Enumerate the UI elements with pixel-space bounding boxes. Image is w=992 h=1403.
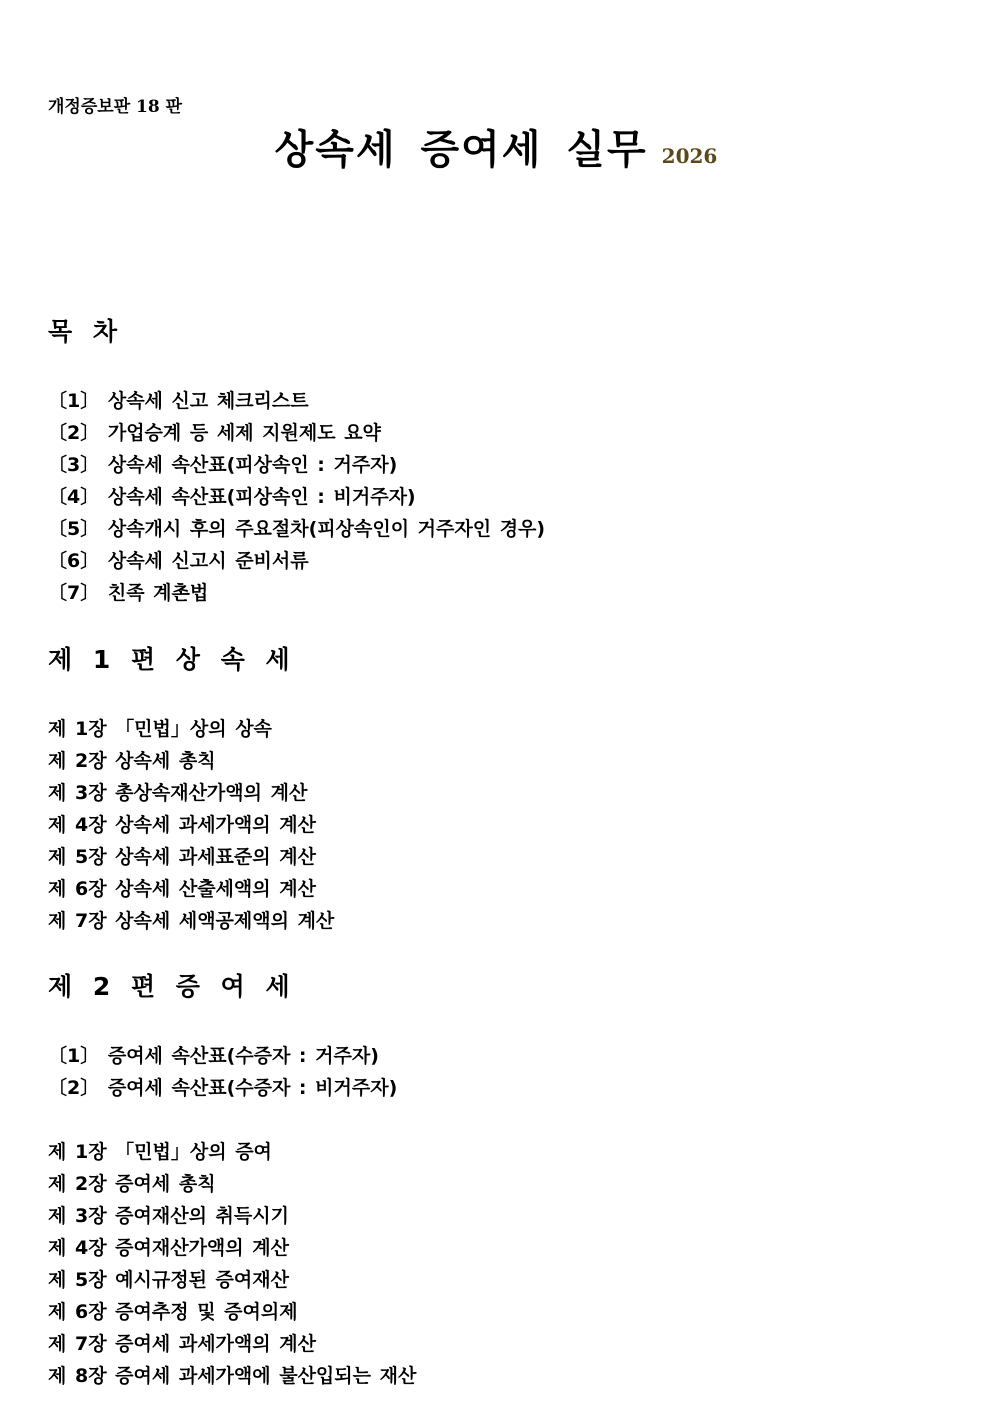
chapter-item[interactable]: 제 8장 증여세 과세가액에 불산입되는 재산: [48, 1365, 417, 1387]
toc-item[interactable]: 〔2〕 가업승계 등 세제 지원제도 요약: [48, 422, 381, 444]
toc-item[interactable]: 〔6〕 상속세 신고시 준비서류: [48, 550, 309, 572]
edition-label: 개정증보판 18 판: [48, 97, 183, 117]
toc-item[interactable]: 〔7〕 친족 계촌법: [48, 582, 209, 604]
edition-year: 2026: [661, 144, 718, 168]
chapter-item[interactable]: 제 2장 상속세 총칙: [48, 750, 216, 772]
toc-item[interactable]: 〔3〕 상속세 속산표(피상속인 : 거주자): [48, 454, 398, 476]
chapter-item[interactable]: 제 5장 상속세 과세표준의 계산: [48, 846, 316, 868]
chapter-item[interactable]: 제 4장 증여재산가액의 계산: [48, 1237, 289, 1259]
toc-list-block: [48, 385, 545, 609]
chapter-item[interactable]: 제 1장 「민법」상의 증여: [48, 1141, 272, 1163]
part2-tables-block: [48, 1040, 397, 1104]
part2-table-list: [48, 1040, 397, 1104]
chapter-item[interactable]: 제 4장 상속세 과세가액의 계산: [48, 814, 316, 836]
title-block: [0, 118, 992, 175]
chapter-item[interactable]: 제 7장 상속세 세액공제액의 계산: [48, 910, 335, 932]
chapter-item[interactable]: 제 1장 「민법」상의 상속: [48, 718, 272, 740]
chapter-item[interactable]: 제 2장 증여세 총칙: [48, 1173, 216, 1195]
chapter-item[interactable]: 제 3장 총상속재산가액의 계산: [48, 782, 308, 804]
part2-heading: 제 2 편 증 여 세: [48, 972, 290, 1001]
toc-heading: 목 차: [48, 317, 118, 346]
toc-item[interactable]: 〔1〕 상속세 신고 체크리스트: [48, 390, 309, 412]
chapter-item[interactable]: 제 7장 증여세 과세가액의 계산: [48, 1333, 316, 1355]
part1-chapters-block: [48, 713, 334, 937]
toc-heading-block: [48, 317, 117, 347]
part2-chapter-list: [48, 1136, 416, 1392]
chapter-item[interactable]: 제 6장 상속세 산출세액의 계산: [48, 878, 316, 900]
toc-list: [48, 385, 545, 609]
chapter-item[interactable]: 제 3장 증여재산의 취득시기: [48, 1205, 289, 1227]
table-item[interactable]: 〔2〕 증여세 속산표(수증자 : 비거주자): [48, 1077, 398, 1099]
part2-heading-block: [48, 972, 290, 1002]
chapter-item[interactable]: 제 5장 예시규정된 증여재산: [48, 1269, 289, 1291]
part1-heading-block: [48, 645, 290, 675]
toc-item[interactable]: 〔5〕 상속개시 후의 주요절차(피상속인이 거주자인 경우): [48, 518, 546, 540]
table-item[interactable]: 〔1〕 증여세 속산표(수증자 : 거주자): [48, 1045, 379, 1067]
document-title: 상속세 증여세 실무: [274, 127, 648, 173]
part1-heading: 제 1 편 상 속 세: [48, 645, 290, 674]
part2-chapters-block: [48, 1136, 416, 1392]
part1-chapter-list: [48, 713, 334, 937]
toc-item[interactable]: 〔4〕 상속세 속산표(피상속인 : 비거주자): [48, 486, 416, 508]
chapter-item[interactable]: 제 6장 증여추정 및 증여의제: [48, 1301, 298, 1323]
